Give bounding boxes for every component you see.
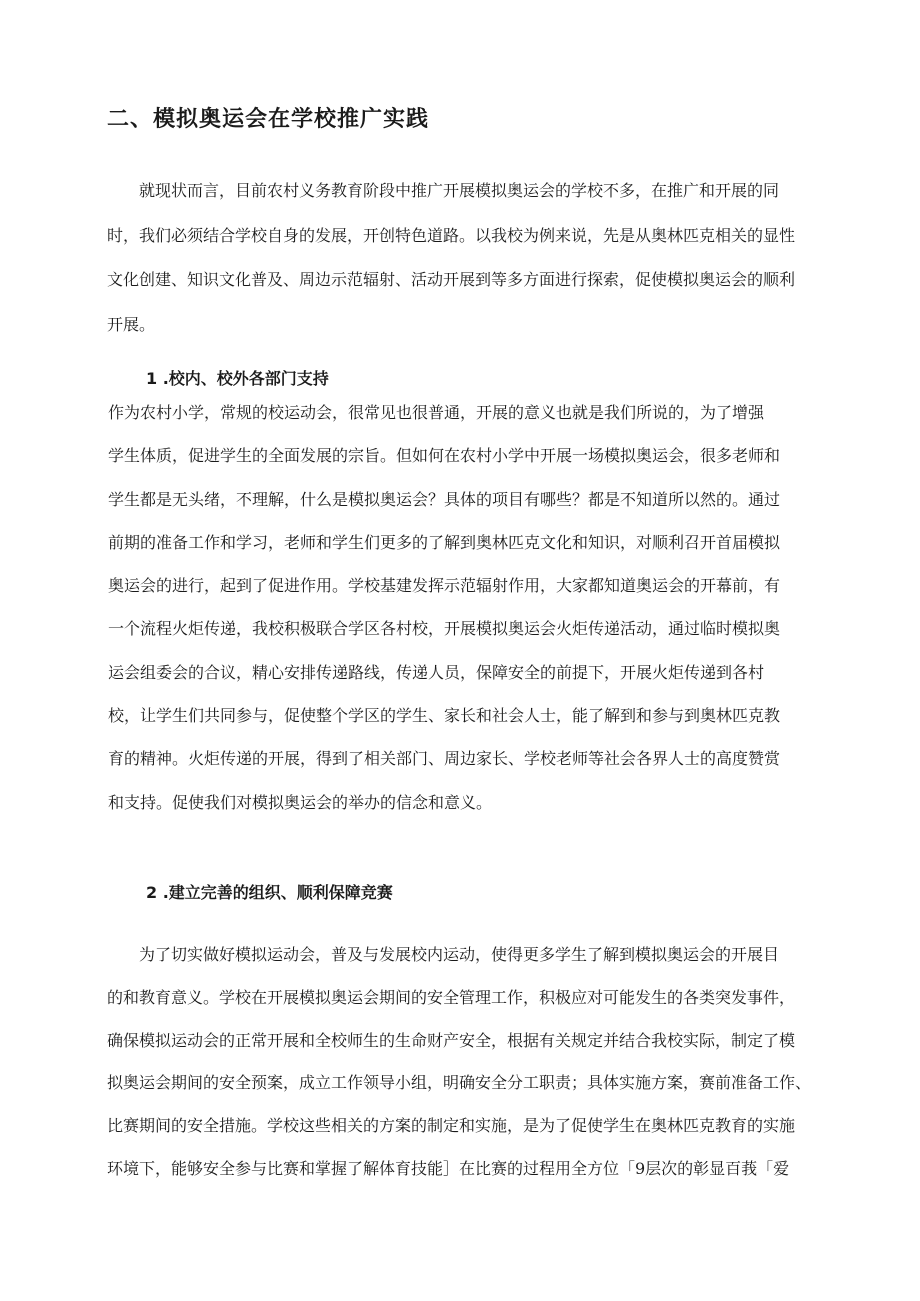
paragraph-line: 时，我们必须结合学校自身的发展，开创特色道路。以我校为例来说，先是从奥林匹克相关的显性 (107, 225, 796, 245)
section2-paragraph (107, 946, 811, 1203)
paragraph-line: 校，让学生们共同参与，促使整个学区的学生、家长和社会人士，能了解到和参与到奥林匹克教 (108, 706, 781, 726)
paragraph-line: 比赛期间的安全措施。学校这些相关的方案的制定和实施，是为了促使学生在奥林匹克教育的实施 (107, 1116, 796, 1136)
section-heading: 二、模拟奥运会在学校推广实践 (107, 107, 430, 132)
subsection-title-1: 1 .校内、校外各部门支持 (146, 369, 329, 388)
paragraph-line: 开展。 (107, 314, 156, 334)
subsection-title-2: 2 .建立完善的组织、顺利保障竞赛 (146, 883, 393, 902)
paragraph-line: 的和教育意义。学校在开展模拟奥运会期间的安全管理工作，积极应对可能发生的各类突发事件， (107, 987, 796, 1007)
paragraph-line: 学生体质，促进学生的全面发展的宗旨。但如何在农村小学中开展一场模拟奥运会，很多老师和 (108, 446, 781, 466)
paragraph-line: 学生都是无头绪，不理解，什么是模拟奥运会？具体的项目有哪些？都是不知道所以然的。通过 (108, 489, 781, 509)
paragraph-line: 拟奥运会期间的安全预案，成立工作领导小组，明确安全分工职责；具体实施方案，赛前准备工作、 (107, 1073, 812, 1093)
paragraph-line: 前期的准备工作和学习，老师和学生们更多的了解到奥林匹克文化和知识，对顺利召开首届模拟 (108, 532, 781, 552)
paragraph-line: 奥运会的进行，起到了促进作用。学校基建发挥示范辐射作用，大家都知道奥运会的开幕前，有 (108, 576, 781, 596)
paragraph-line: 一个流程火炬传递，我校积极联合学区各村校，开展模拟奥运会火炬传递活动，通过临时模拟奥 (108, 619, 781, 639)
paragraph-line: 和支持。促使我们对模拟奥运会的举办的信念和意义。 (108, 792, 493, 812)
paragraph-line: 运会组委会的合议，精心安排传递路线，传递人员，保障安全的前提下，开展火炬传递到各村 (108, 662, 765, 682)
paragraph-line: 就现状而言，目前农村义务教育阶段中推广开展模拟奥运会的学校不多，在推广和开展的同 (107, 181, 780, 200)
paragraph-line: 为了切实做好模拟运动会，普及与发展校内运动，使得更多学生了解到模拟奥运会的开展目 (107, 945, 780, 964)
section1-paragraph (108, 404, 780, 837)
paragraph-line: 确保模拟运动会的正常开展和全校师生的生命财产安全，根据有关规定并结合我校实际，制定了模 (107, 1030, 796, 1050)
paragraph-line: 环境下，能够安全参与比赛和掌握了解体育技能］在比赛的过程用全方位「9层次的彰显百莪「爱 (107, 1158, 790, 1178)
intro-paragraph (107, 182, 795, 360)
paragraph-line: 作为农村小学，常规的校运动会，很常见也很普通，开展的意义也就是我们所说的，为了增强 (108, 403, 765, 422)
paragraph-line: 育的精神。火炬传递的开展，得到了相关部门、周边家长、学校老师等社会各界人士的高度赞赏 (108, 749, 781, 769)
paragraph-line: 文化创建、知识文化普及、周边示范辐射、活动开展到等多方面进行探索，促使模拟奥运会的顺利 (107, 270, 796, 289)
